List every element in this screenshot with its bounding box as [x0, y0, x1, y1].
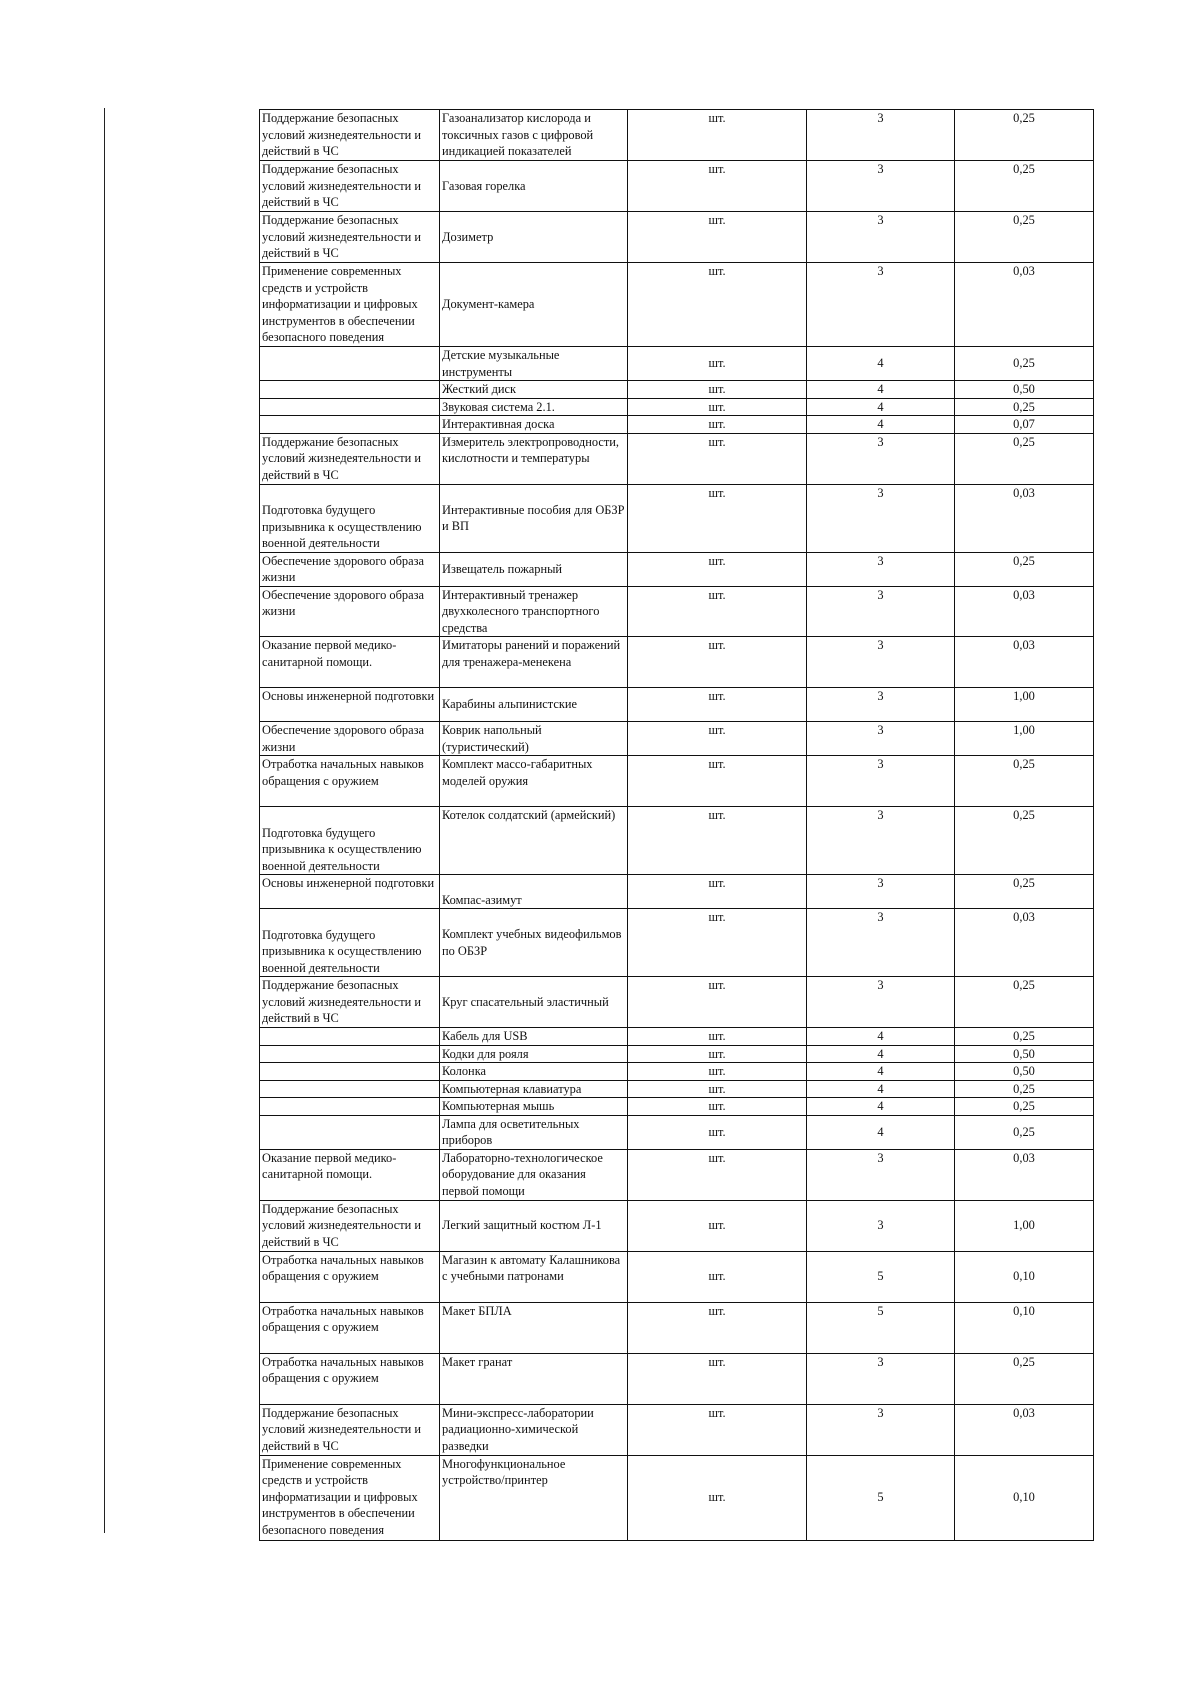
table-row — [260, 1302, 1094, 1353]
section-cell: Отработка начальных навыков обращения с оружием — [260, 1302, 440, 1353]
table-row — [260, 1149, 1094, 1200]
quantity-cell: 3 — [807, 263, 955, 347]
quantity-cell: 3 — [807, 110, 955, 161]
section-cell — [260, 1028, 440, 1046]
table-row — [260, 381, 1094, 399]
norm-cell: 0,25 — [955, 875, 1094, 909]
section-cell — [260, 416, 440, 434]
unit-cell: шт. — [628, 1404, 807, 1455]
norm-cell: 1,00 — [955, 1200, 1094, 1251]
quantity-cell: 3 — [807, 433, 955, 484]
table-row — [260, 722, 1094, 756]
table-row — [260, 433, 1094, 484]
unit-cell: шт. — [628, 1200, 807, 1251]
unit-cell: шт. — [628, 484, 807, 552]
table-row — [260, 756, 1094, 807]
norm-cell: 0,03 — [955, 484, 1094, 552]
section-cell — [260, 398, 440, 416]
item-name-cell: Газоанализатор кислорода и токсичных газов с цифровой индикацией показателей — [440, 110, 628, 161]
item-name-cell: Детские музыкальные инструменты — [440, 347, 628, 381]
norm-cell: 0,03 — [955, 1404, 1094, 1455]
table-row — [260, 1200, 1094, 1251]
quantity-cell: 3 — [807, 756, 955, 807]
section-cell: Поддержание безопасных условий жизнедеятельности и действий в ЧС — [260, 212, 440, 263]
section-cell: Поддержание безопасных условий жизнедеятельности и действий в ЧС — [260, 1200, 440, 1251]
unit-cell: шт. — [628, 977, 807, 1028]
quantity-cell: 4 — [807, 398, 955, 416]
norm-cell: 0,10 — [955, 1455, 1094, 1540]
section-cell — [260, 1045, 440, 1063]
section-cell: Применение современных средств и устройств информатизации и цифровых инструментов в обеспечении безопасного поведения — [260, 1455, 440, 1540]
norm-cell: 0,25 — [955, 347, 1094, 381]
table-row — [260, 1251, 1094, 1302]
norm-cell: 0,25 — [955, 161, 1094, 212]
section-cell: Отработка начальных навыков обращения с оружием — [260, 1251, 440, 1302]
quantity-cell: 5 — [807, 1302, 955, 1353]
norm-cell: 0,25 — [955, 398, 1094, 416]
item-name-cell: Комплект массо-габаритных моделей оружия — [440, 756, 628, 807]
quantity-cell: 3 — [807, 161, 955, 212]
norm-cell: 0,50 — [955, 1063, 1094, 1081]
item-name-cell: Компьютерная мышь — [440, 1098, 628, 1116]
quantity-cell: 3 — [807, 977, 955, 1028]
norm-cell: 0,03 — [955, 909, 1094, 977]
table-row — [260, 1404, 1094, 1455]
unit-cell: шт. — [628, 1115, 807, 1149]
unit-cell: шт. — [628, 416, 807, 434]
quantity-cell: 3 — [807, 552, 955, 586]
norm-cell: 0,25 — [955, 1028, 1094, 1046]
item-name-cell: Лабораторно-технологическое оборудование для оказания первой помощи — [440, 1149, 628, 1200]
item-name-cell: Документ-камера — [440, 263, 628, 347]
item-name-cell: Интерактивные пособия для ОБЗР и ВП — [440, 484, 628, 552]
section-cell: Обеспечение здорового образа жизни — [260, 586, 440, 637]
item-name-cell: Компас-азимут — [440, 875, 628, 909]
quantity-cell: 3 — [807, 586, 955, 637]
item-name-cell: Колонка — [440, 1063, 628, 1081]
item-name-cell: Жесткий диск — [440, 381, 628, 399]
quantity-cell: 3 — [807, 875, 955, 909]
section-cell: Обеспечение здорового образа жизни — [260, 552, 440, 586]
unit-cell: шт. — [628, 875, 807, 909]
section-cell: Отработка начальных навыков обращения с оружием — [260, 756, 440, 807]
item-name-cell: Котелок солдатский (армейский) — [440, 807, 628, 875]
item-name-cell: Круг спасательный эластичный — [440, 977, 628, 1028]
quantity-cell: 4 — [807, 416, 955, 434]
item-name-cell: Извещатель пожарный — [440, 552, 628, 586]
table-row — [260, 1455, 1094, 1540]
item-name-cell: Магазин к автомату Калашникова с учебными патронами — [440, 1251, 628, 1302]
item-name-cell: Коврик напольный (туристический) — [440, 722, 628, 756]
norm-cell: 0,25 — [955, 1353, 1094, 1404]
section-cell: Оказание первой медико-санитарной помощи. — [260, 1149, 440, 1200]
item-name-cell: Дозиметр — [440, 212, 628, 263]
norm-cell: 0,10 — [955, 1302, 1094, 1353]
item-name-cell: Карабины альпинистские — [440, 688, 628, 722]
table-row — [260, 1028, 1094, 1046]
section-cell: Отработка начальных навыков обращения с оружием — [260, 1353, 440, 1404]
unit-cell: шт. — [628, 688, 807, 722]
table-row — [260, 1080, 1094, 1098]
unit-cell: шт. — [628, 161, 807, 212]
quantity-cell: 3 — [807, 1200, 955, 1251]
unit-cell: шт. — [628, 756, 807, 807]
unit-cell: шт. — [628, 586, 807, 637]
quantity-cell: 4 — [807, 1028, 955, 1046]
quantity-cell: 4 — [807, 347, 955, 381]
unit-cell: шт. — [628, 263, 807, 347]
unit-cell: шт. — [628, 433, 807, 484]
table-row — [260, 212, 1094, 263]
unit-cell: шт. — [628, 1098, 807, 1116]
section-cell — [260, 381, 440, 399]
norm-cell: 0,25 — [955, 1098, 1094, 1116]
quantity-cell: 3 — [807, 688, 955, 722]
unit-cell: шт. — [628, 1455, 807, 1540]
equipment-table — [259, 109, 1094, 1541]
section-cell: Подготовка будущего призывника к осуществлению военной деятельности — [260, 909, 440, 977]
quantity-cell: 3 — [807, 1353, 955, 1404]
table-row — [260, 977, 1094, 1028]
norm-cell: 0,03 — [955, 1149, 1094, 1200]
unit-cell: шт. — [628, 1251, 807, 1302]
norm-cell: 0,25 — [955, 433, 1094, 484]
table-row — [260, 688, 1094, 722]
section-cell: Подготовка будущего призывника к осуществлению военной деятельности — [260, 807, 440, 875]
norm-cell: 0,25 — [955, 1080, 1094, 1098]
item-name-cell: Лампа для осветительных приборов — [440, 1115, 628, 1149]
quantity-cell: 3 — [807, 212, 955, 263]
section-cell: Поддержание безопасных условий жизнедеятельности и действий в ЧС — [260, 977, 440, 1028]
table-row — [260, 1045, 1094, 1063]
unit-cell: шт. — [628, 1080, 807, 1098]
table-row — [260, 161, 1094, 212]
quantity-cell: 4 — [807, 1115, 955, 1149]
quantity-cell: 3 — [807, 1404, 955, 1455]
quantity-cell: 4 — [807, 1063, 955, 1081]
unit-cell: шт. — [628, 722, 807, 756]
unit-cell: шт. — [628, 1149, 807, 1200]
norm-cell: 0,03 — [955, 637, 1094, 688]
item-name-cell: Звуковая система 2.1. — [440, 398, 628, 416]
margin-line — [104, 108, 105, 1533]
norm-cell: 1,00 — [955, 688, 1094, 722]
table-row — [260, 637, 1094, 688]
item-name-cell: Компьютерная клавиатура — [440, 1080, 628, 1098]
unit-cell: шт. — [628, 909, 807, 977]
norm-cell: 0,07 — [955, 416, 1094, 434]
section-cell — [260, 347, 440, 381]
norm-cell: 0,25 — [955, 756, 1094, 807]
item-name-cell: Комплект учебных видеофильмов по ОБЗР — [440, 909, 628, 977]
section-cell — [260, 1115, 440, 1149]
section-cell: Основы инженерной подготовки — [260, 688, 440, 722]
table-row — [260, 1115, 1094, 1149]
norm-cell: 0,10 — [955, 1251, 1094, 1302]
quantity-cell: 4 — [807, 1098, 955, 1116]
table-row — [260, 1063, 1094, 1081]
item-name-cell: Имитаторы ранений и поражений для тренажера-менекена — [440, 637, 628, 688]
table-row — [260, 398, 1094, 416]
item-name-cell: Мини-экспресс-лаборатории радиационно-химической разведки — [440, 1404, 628, 1455]
norm-cell: 0,50 — [955, 1045, 1094, 1063]
section-cell: Обеспечение здорового образа жизни — [260, 722, 440, 756]
table-row — [260, 909, 1094, 977]
section-cell: Оказание первой медико-санитарной помощи. — [260, 637, 440, 688]
section-cell: Подготовка будущего призывника к осуществлению военной деятельности — [260, 484, 440, 552]
section-cell: Поддержание безопасных условий жизнедеятельности и действий в ЧС — [260, 161, 440, 212]
section-cell: Основы инженерной подготовки — [260, 875, 440, 909]
section-cell: Поддержание безопасных условий жизнедеятельности и действий в ЧС — [260, 433, 440, 484]
quantity-cell: 4 — [807, 381, 955, 399]
quantity-cell: 3 — [807, 637, 955, 688]
quantity-cell: 3 — [807, 909, 955, 977]
table-row — [260, 1098, 1094, 1116]
unit-cell: шт. — [628, 398, 807, 416]
table-row — [260, 552, 1094, 586]
norm-cell: 0,03 — [955, 263, 1094, 347]
norm-cell: 0,25 — [955, 807, 1094, 875]
norm-cell: 0,25 — [955, 110, 1094, 161]
section-cell: Поддержание безопасных условий жизнедеятельности и действий в ЧС — [260, 1404, 440, 1455]
unit-cell: шт. — [628, 1353, 807, 1404]
unit-cell: шт. — [628, 552, 807, 586]
item-name-cell: Кодки для рояля — [440, 1045, 628, 1063]
quantity-cell: 3 — [807, 1149, 955, 1200]
quantity-cell: 3 — [807, 807, 955, 875]
item-name-cell: Кабель для USB — [440, 1028, 628, 1046]
norm-cell: 0,25 — [955, 552, 1094, 586]
unit-cell: шт. — [628, 1063, 807, 1081]
item-name-cell: Легкий защитный костюм Л-1 — [440, 1200, 628, 1251]
table-row — [260, 875, 1094, 909]
quantity-cell: 4 — [807, 1045, 955, 1063]
section-cell — [260, 1063, 440, 1081]
unit-cell: шт. — [628, 347, 807, 381]
section-cell — [260, 1080, 440, 1098]
quantity-cell: 5 — [807, 1251, 955, 1302]
item-name-cell: Газовая горелка — [440, 161, 628, 212]
item-name-cell: Многофункциональное устройство/принтер — [440, 1455, 628, 1540]
section-cell — [260, 1098, 440, 1116]
unit-cell: шт. — [628, 110, 807, 161]
item-name-cell: Измеритель электропроводности, кислотности и температуры — [440, 433, 628, 484]
unit-cell: шт. — [628, 1302, 807, 1353]
table-row — [260, 586, 1094, 637]
table-row — [260, 416, 1094, 434]
table-row — [260, 807, 1094, 875]
unit-cell: шт. — [628, 1045, 807, 1063]
item-name-cell: Макет гранат — [440, 1353, 628, 1404]
quantity-cell: 3 — [807, 722, 955, 756]
norm-cell: 0,50 — [955, 381, 1094, 399]
item-name-cell: Макет БПЛА — [440, 1302, 628, 1353]
norm-cell: 1,00 — [955, 722, 1094, 756]
quantity-cell: 5 — [807, 1455, 955, 1540]
norm-cell: 0,25 — [955, 1115, 1094, 1149]
table-row — [260, 110, 1094, 161]
quantity-cell: 3 — [807, 484, 955, 552]
unit-cell: шт. — [628, 212, 807, 263]
norm-cell: 0,25 — [955, 977, 1094, 1028]
table-row — [260, 263, 1094, 347]
item-name-cell: Интерактивный тренажер двухколесного транспортного средства — [440, 586, 628, 637]
norm-cell: 0,25 — [955, 212, 1094, 263]
table-row — [260, 484, 1094, 552]
unit-cell: шт. — [628, 381, 807, 399]
table-row — [260, 1353, 1094, 1404]
equipment-table-body — [260, 110, 1094, 1541]
unit-cell: шт. — [628, 1028, 807, 1046]
section-cell: Применение современных средств и устройств информатизации и цифровых инструментов в обеспечении безопасного поведения — [260, 263, 440, 347]
unit-cell: шт. — [628, 637, 807, 688]
unit-cell: шт. — [628, 807, 807, 875]
quantity-cell: 4 — [807, 1080, 955, 1098]
section-cell: Поддержание безопасных условий жизнедеятельности и действий в ЧС — [260, 110, 440, 161]
item-name-cell: Интерактивная доска — [440, 416, 628, 434]
table-row — [260, 347, 1094, 381]
norm-cell: 0,03 — [955, 586, 1094, 637]
